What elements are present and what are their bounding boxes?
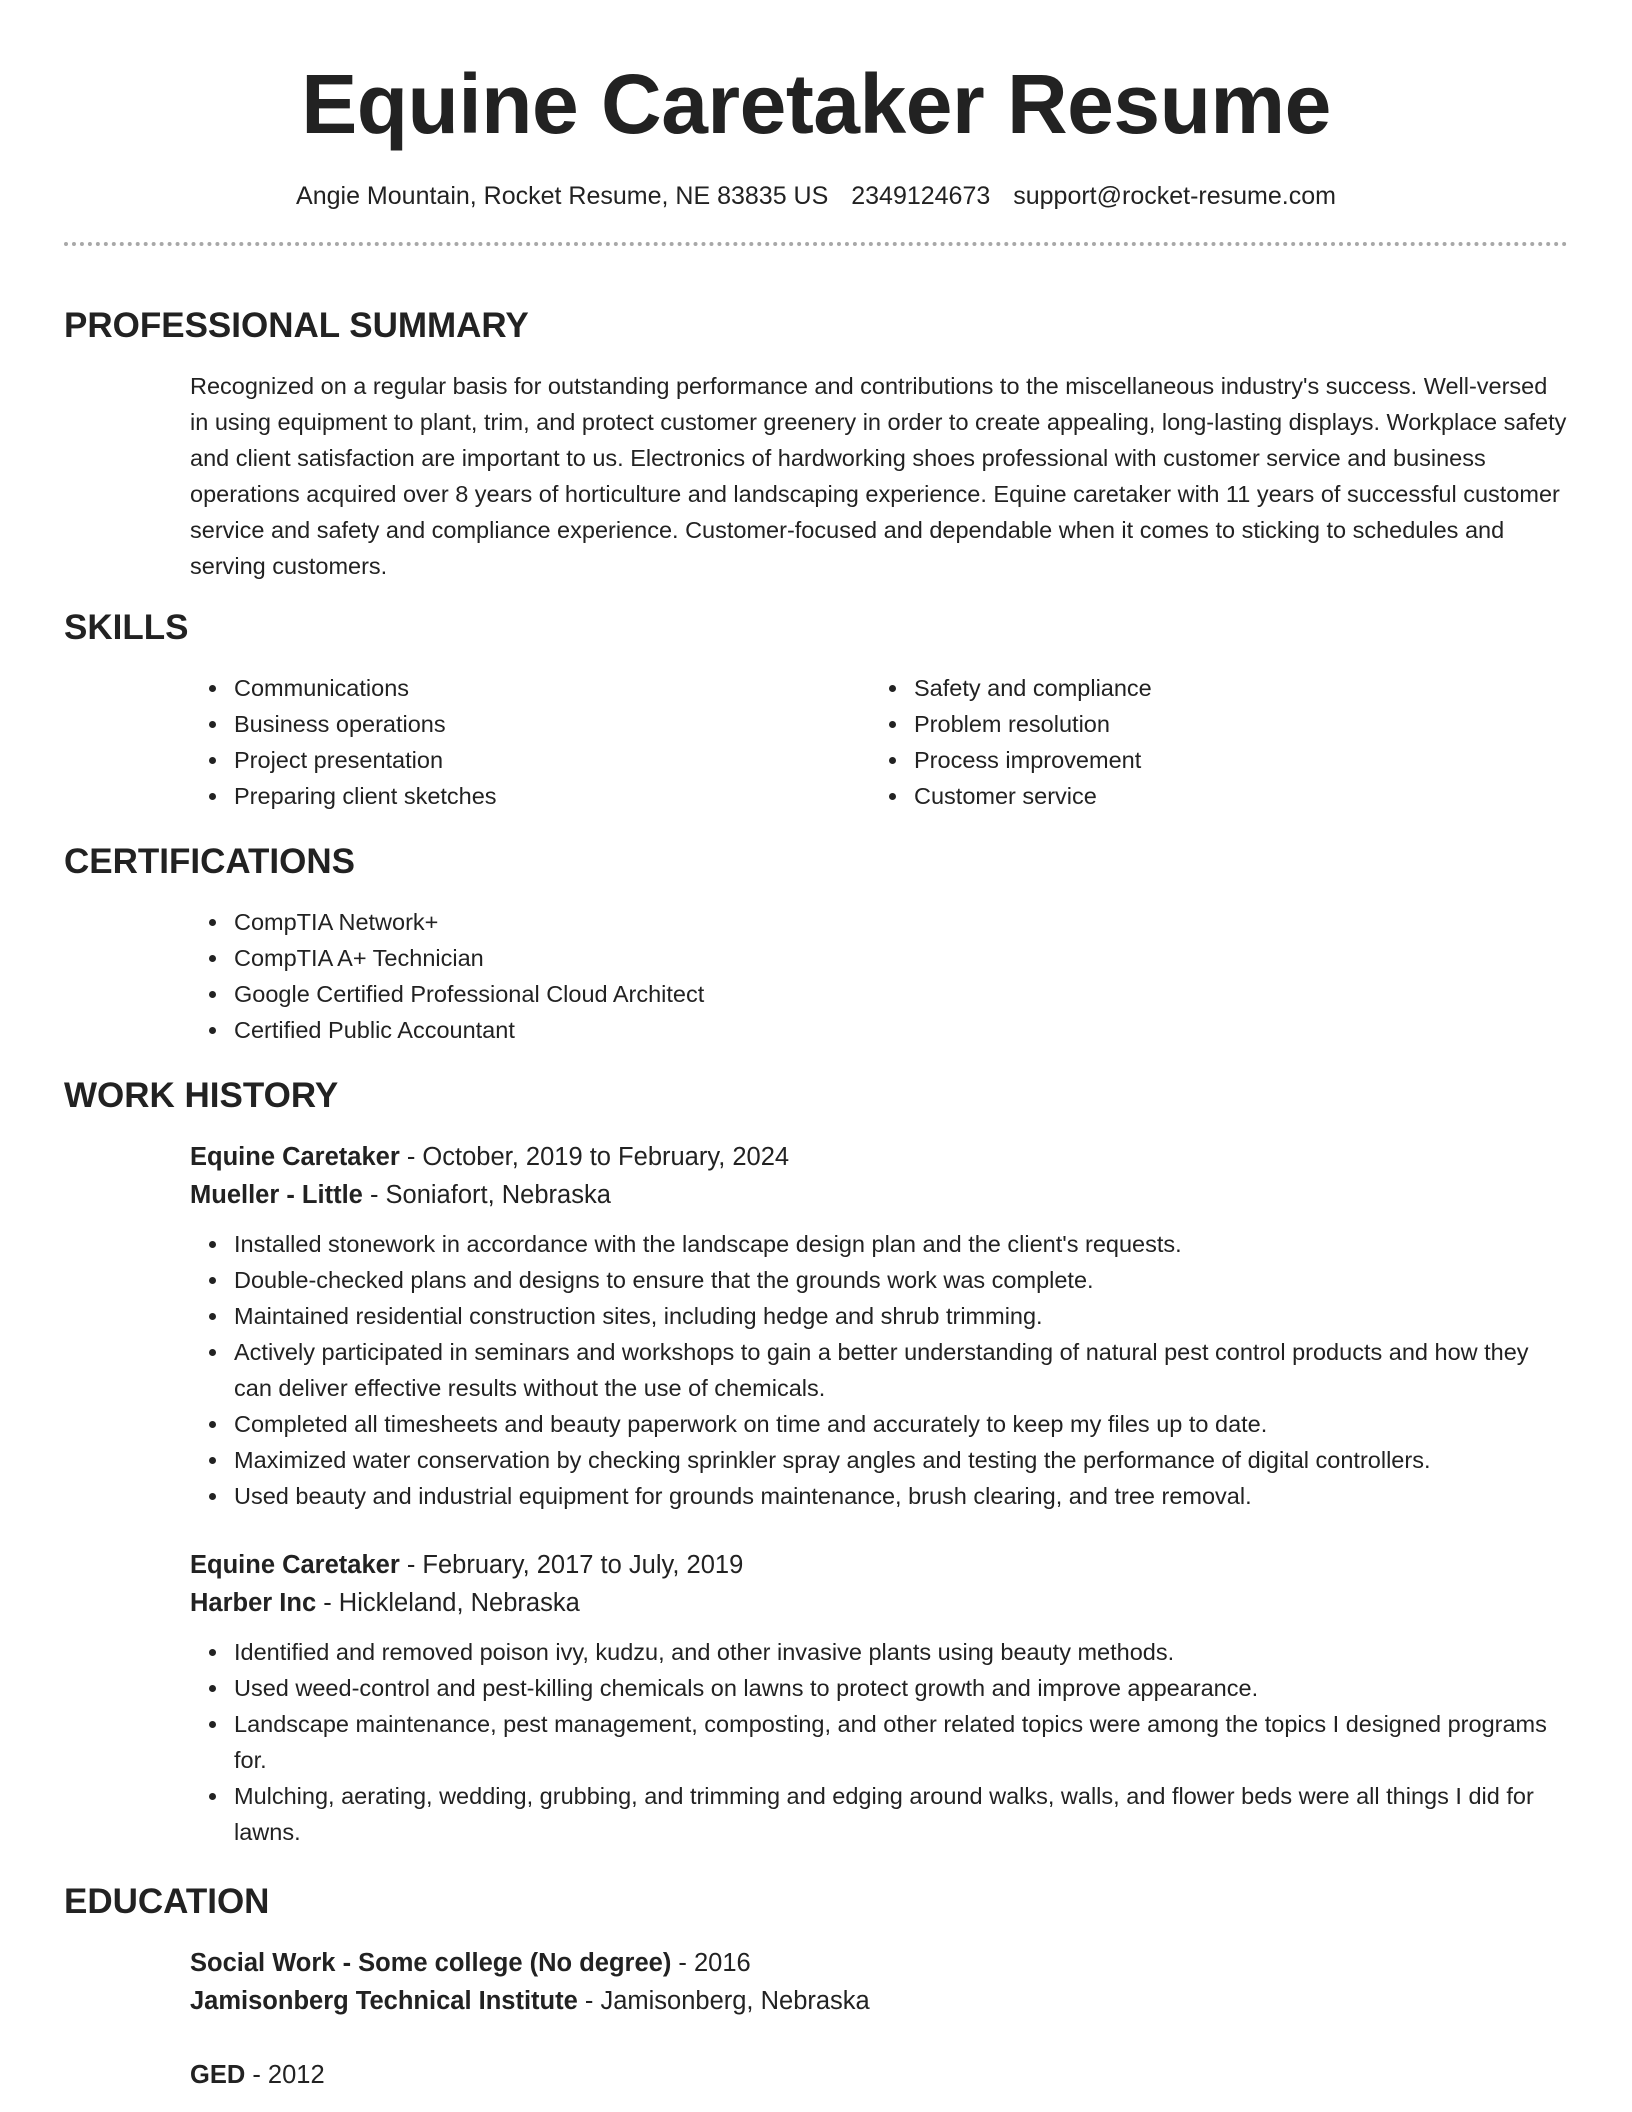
contact-line [64, 180, 1568, 212]
certification-item: Certified Public Accountant [234, 1012, 1568, 1048]
contact-email: support@rocket-resume.com [1013, 182, 1336, 210]
job-bullet: Maintained residential construction sites, including hedge and shrub trimming. [234, 1298, 1568, 1334]
job-bullet: Mulching, aerating, wedding, grubbing, and trimming and edging around walks, walls, and flower beds were all things I did for lawns. [234, 1778, 1568, 1850]
resume-title: Equine Caretaker Resume [301, 57, 1331, 151]
skill-item: Business operations [234, 706, 744, 742]
skill-item: Communications [234, 670, 744, 706]
job-location: - Soniafort, Nebraska [362, 1181, 611, 1209]
job-bullet: Actively participated in seminars and workshops to gain a better understanding of natural pest control products and how they can deliver effective results without the use of chemicals. [234, 1334, 1568, 1406]
education-entry [64, 1944, 1568, 2020]
job-bullet: Used beauty and industrial equipment for grounds maintenance, brush clearing, and tree removal. [234, 1478, 1568, 1514]
education-year: - 2012 [245, 2061, 325, 2089]
summary-section [64, 304, 1568, 584]
certifications-heading: CERTIFICATIONS [64, 842, 356, 881]
skills-list-left [64, 670, 744, 814]
job-location: - Hickleland, Nebraska [316, 1589, 580, 1617]
education-degree-line [64, 1944, 1568, 1982]
education-degree-line [64, 2056, 1568, 2094]
skills-list-right [744, 670, 1424, 814]
contact-phone: 2349124673 [851, 182, 991, 210]
header-divider [64, 242, 1568, 246]
summary-heading: PROFESSIONAL SUMMARY [64, 306, 529, 345]
job-entry [64, 1546, 1568, 1850]
job-dates: - February, 2017 to July, 2019 [399, 1551, 744, 1579]
job-bullets [64, 1634, 1568, 1850]
contact-address: Angie Mountain, Rocket Resume, NE 83835 US [296, 182, 829, 210]
skill-item: Customer service [914, 778, 1424, 814]
job-bullet: Installed stonework in accordance with the landscape design plan and the client's requests. [234, 1226, 1568, 1262]
job-dates: - October, 2019 to February, 2024 [399, 1143, 790, 1171]
job-bullet: Double-checked plans and designs to ensure that the grounds work was complete. [234, 1262, 1568, 1298]
job-entry [64, 1138, 1568, 1514]
education-location: - Jamisonberg, Nebraska [577, 1987, 870, 2015]
job-bullets [64, 1226, 1568, 1514]
education-entry [64, 2056, 1568, 2094]
education-school-line [64, 1982, 1568, 2020]
certification-item: Google Certified Professional Cloud Architect [234, 976, 1568, 1012]
education-school: Jamisonberg Technical Institute [190, 1987, 578, 2015]
skills-grid [64, 670, 1568, 814]
education-degree: Social Work - Some college (No degree) [190, 1949, 672, 1977]
skill-item: Process improvement [914, 742, 1424, 778]
skills-section [64, 606, 1568, 814]
job-bullet: Landscape maintenance, pest management, composting, and other related topics were among the topics I designed programs for. [234, 1706, 1568, 1778]
work-history-heading: WORK HISTORY [64, 1076, 339, 1115]
skills-heading: SKILLS [64, 608, 189, 647]
certification-item: CompTIA Network+ [234, 904, 1568, 940]
work-history-section [64, 1074, 1568, 1850]
job-company-line [64, 1176, 1568, 1214]
certification-item: CompTIA A+ Technician [234, 940, 1568, 976]
job-bullet: Completed all timesheets and beauty paperwork on time and accurately to keep my files up to date. [234, 1406, 1568, 1442]
skill-item: Problem resolution [914, 706, 1424, 742]
job-title-line [64, 1546, 1568, 1584]
education-section [64, 1880, 1568, 2094]
certifications-list [64, 904, 1568, 1048]
education-heading: EDUCATION [64, 1882, 270, 1921]
skill-item: Preparing client sketches [234, 778, 744, 814]
job-company-line [64, 1584, 1568, 1622]
job-title: Equine Caretaker [190, 1551, 400, 1579]
summary-text: Recognized on a regular basis for outstanding performance and contributions to the miscellaneous industry's success. Well-versed in using equipment to plant, trim, and protect customer greenery in order to create appealing, long-lasting displays. Workplace safety and client satisfaction are important to us. Electronics of hardworking shoes professional with customer service and business operations acquired over 8 years of horticulture and landscaping experience. Equine caretaker with 11 years of successful customer service and safety and compliance experience. Customer-focused and dependable when it comes to sticking to schedules and serving customers. [190, 373, 1567, 579]
certifications-section [64, 840, 1568, 1048]
job-title-line [64, 1138, 1568, 1176]
summary-body [64, 368, 1568, 584]
job-bullet: Maximized water conservation by checking sprinkler spray angles and testing the performance of digital controllers. [234, 1442, 1568, 1478]
job-company: Mueller - Little [190, 1181, 363, 1209]
education-year: - 2016 [671, 1949, 751, 1977]
job-bullet: Identified and removed poison ivy, kudzu, and other invasive plants using beauty methods. [234, 1634, 1568, 1670]
skill-item: Project presentation [234, 742, 744, 778]
job-title: Equine Caretaker [190, 1143, 400, 1171]
job-company: Harber Inc [190, 1589, 317, 1617]
education-degree: GED [190, 2061, 246, 2089]
skill-item: Safety and compliance [914, 670, 1424, 706]
job-bullet: Used weed-control and pest-killing chemicals on lawns to protect growth and improve appearance. [234, 1670, 1568, 1706]
